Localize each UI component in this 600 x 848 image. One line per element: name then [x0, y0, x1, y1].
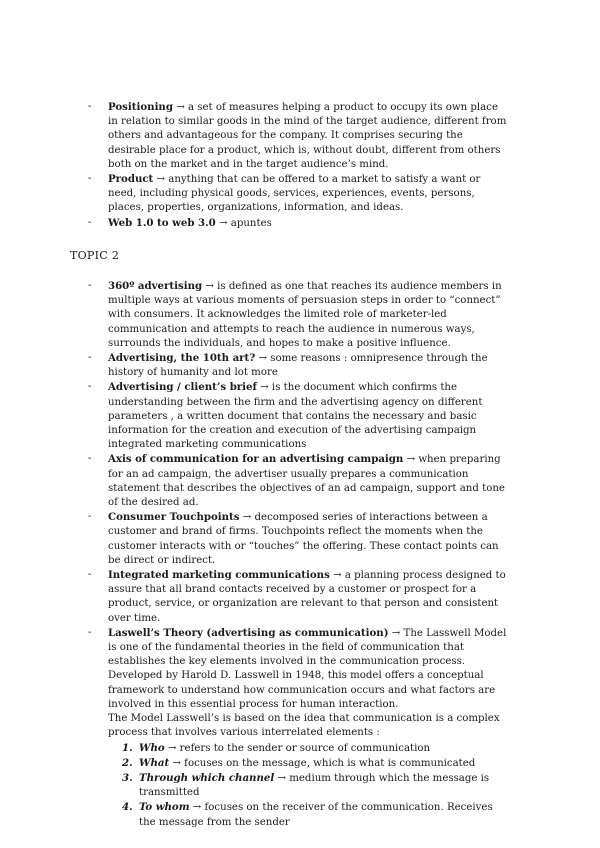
list-item	[88, 172, 508, 216]
term: 360º advertising	[108, 280, 203, 292]
definition: → some reasons : omnipresence through the history of humanity and lot more	[108, 353, 488, 379]
list-item	[88, 279, 508, 351]
lasswell-paragraph: The Model Lasswell’s is based on the idea that communication is a complex process that involves various interrelated elements :	[108, 713, 500, 739]
term: Axis of communication for an advertising campaign	[108, 453, 404, 466]
definition: → anything that can be offered to a market to satisfy a want or need, including physical goods, services, experiences, events, persons, places, properties, organizations, information, and ideas.	[108, 174, 481, 214]
definitions-list-1	[88, 100, 508, 231]
list-item	[122, 771, 508, 800]
term: Through which channel	[139, 771, 275, 784]
list-item	[88, 216, 508, 231]
list-item	[122, 800, 508, 829]
definition: → apuntes	[215, 217, 272, 229]
item-number: 1.	[122, 741, 133, 754]
term: Integrated marketing communications	[108, 569, 330, 582]
term: Product	[108, 173, 154, 186]
topic-heading: TOPIC 2	[70, 249, 120, 262]
list-item	[88, 351, 508, 380]
definition: → refers to the sender or source of communication	[164, 742, 431, 754]
definition: → a planning process designed to assure that all brand contacts received by a customer or prospect for a product, service, or organization are relevant to that person and consistent over time.	[108, 570, 506, 624]
item-number: 3.	[122, 771, 133, 784]
definition: → focuses on the message, which is what is communicated	[169, 757, 476, 769]
definition: → decomposed series of interactions between a customer and brand of firms. Touchpoints reflect the moments when the customer interacts with or “touches” the offering. These contact points can be direct or indirect.	[108, 512, 499, 566]
definition: → focuses on the receiver of the communication. Receives the message from the sender	[139, 802, 493, 828]
definition: → is defined as one that reaches its audience members in multiple ways at various moments of persuasion steps in order to “connect” with consumers. It acknowledges the limited role of marketer-led communication and attempts to reach the audience in numerous ways, surrounds the individuals, and hopes to make a positive influence.	[108, 281, 502, 349]
item-number: 2.	[122, 756, 133, 769]
definition: → medium through which the message is transmitted	[139, 772, 490, 799]
list-item	[122, 756, 508, 771]
list-item	[88, 568, 508, 626]
list-item	[122, 741, 508, 756]
term: Consumer Touchpoints	[108, 511, 240, 524]
list-item	[88, 100, 508, 172]
term: Web 1.0 to web 3.0	[108, 216, 216, 229]
term: Who	[139, 741, 165, 754]
term: Advertising / client’s brief	[108, 381, 257, 394]
list-item	[88, 510, 508, 568]
term: Laswell’s Theory (advertising as communication)	[108, 626, 389, 639]
term: To whom	[139, 801, 190, 814]
lasswell-elements	[108, 741, 508, 830]
term: Positioning	[108, 101, 173, 113]
definition: → The Lasswell Model is one of the fundamental theories in the field of communication that establishes the key elements involved in the communication process. Developed by Harold D. Lasswell in 1948, this model offers a conceptual framework to understand how communication occurs and what factors are involved in this essential process for human interaction.	[108, 627, 507, 710]
term: What	[139, 756, 170, 769]
list-item	[88, 626, 508, 830]
list-item	[88, 452, 508, 510]
list-item	[88, 380, 508, 452]
term: Advertising, the 10th art?	[108, 352, 256, 365]
definition: → a set of measures helping a product to occupy its own place in relation to similar goods in the mind of the target audience, different from others and advantageous for the company. It comprises securing the desirable place for a product, which is, without doubt, different from others both on the market and in the target audience’s mind.	[108, 102, 507, 170]
item-number: 4.	[122, 801, 133, 814]
definitions-list-2	[88, 279, 508, 830]
definition: → when preparing for an ad campaign, the advertiser usually prepares a communication statement that describes the objectives of an ad campaign, support and tone of the desired ad.	[108, 454, 505, 509]
definition: → is the document which confirms the understanding between the firm and the advertising agency on different parameters , a written document that contains the necessary and basic information for the creation and execution of the advertising campaign integrated marketing communications	[108, 382, 483, 451]
